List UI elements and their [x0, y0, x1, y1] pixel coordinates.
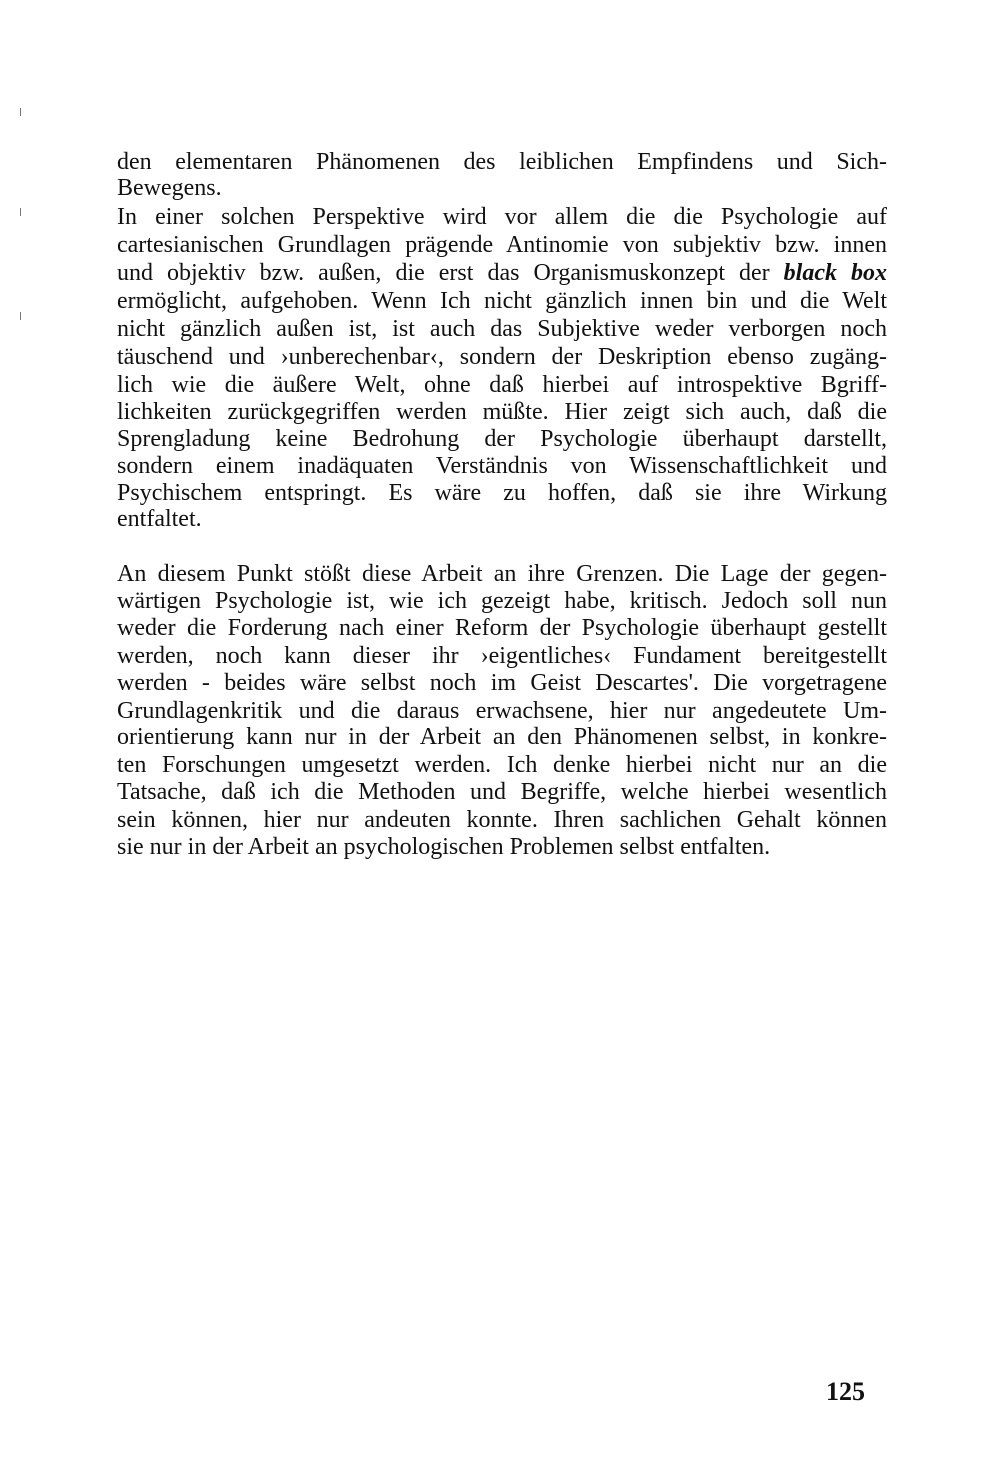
text-line: den elementaren Phänomenen des leiblichen Empfindens und Sich-: [117, 149, 887, 175]
text-line: sie nur in der Arbeit an psychologischen Problemen selbst entfalten.: [117, 834, 771, 860]
text-line: Psychischem entspringt. Es wäre zu hoffen, daß sie ihre Wirkung: [117, 480, 887, 506]
text-segment: und objektiv bzw. außen, die erst das Organismuskonzept der: [117, 260, 784, 286]
text-line: ermöglicht, aufgehoben. Wenn Ich nicht gänzlich innen bin und die Welt: [117, 288, 887, 314]
text-line: sein können, hier nur andeuten konnte. Ihren sachlichen Gehalt können: [117, 807, 887, 833]
text-line: werden - beides wäre selbst noch im Geist Descartes'. Die vorgetragene: [117, 670, 887, 696]
text-line: orientierung kann nur in der Arbeit an den Phänomenen selbst, in konkre-: [117, 724, 887, 750]
text-line: Grundlagenkritik und die daraus erwachsene, hier nur angedeutete Um-: [117, 698, 887, 724]
text-line: sondern einem inadäquaten Verständnis von Wissenschaftlichkeit und: [117, 453, 887, 479]
text-line: weder die Forderung nach einer Reform der Psychologie überhaupt gestellt: [117, 615, 887, 641]
text-line: wärtigen Psychologie ist, wie ich gezeigt habe, kritisch. Jedoch soll nun: [117, 588, 887, 614]
text-line: lich wie die äußere Welt, ohne daß hierbei auf introspektive Bgriff-: [117, 372, 887, 398]
text-line: täuschend und ›unberechenbar‹, sondern der Deskription ebenso zugäng-: [117, 344, 887, 370]
text-line: lichkeiten zurückgegriffen werden müßte. Hier zeigt sich auch, daß die: [117, 399, 887, 425]
page-number: 125: [826, 1377, 865, 1406]
text-line: nicht gänzlich außen ist, ist auch das Subjektive weder verborgen noch: [117, 316, 887, 342]
text-line: In einer solchen Perspektive wird vor allem die die Psychologie auf: [117, 204, 887, 230]
text-line: An diesem Punkt stößt diese Arbeit an ihre Grenzen. Die Lage der gegen-: [117, 561, 887, 587]
text-line: [117, 259, 887, 287]
text-line: Sprengladung keine Bedrohung der Psychologie überhaupt darstellt,: [117, 426, 887, 452]
text-line: Bewegens.: [117, 175, 222, 201]
text-line: Tatsache, daß ich die Methoden und Begriffe, welche hierbei wesentlich: [117, 779, 887, 805]
emphasized-term: black box: [783, 260, 887, 286]
text-line: entfaltet.: [117, 506, 202, 532]
text-line: ten Forschungen umgesetzt werden. Ich denke hierbei nicht nur an die: [117, 752, 887, 778]
text-line: cartesianischen Grundlagen prägende Antinomie von subjektiv bzw. innen: [117, 232, 887, 258]
text-line: werden, noch kann dieser ihr ›eigentliches‹ Fundament bereitgestellt: [117, 643, 887, 669]
